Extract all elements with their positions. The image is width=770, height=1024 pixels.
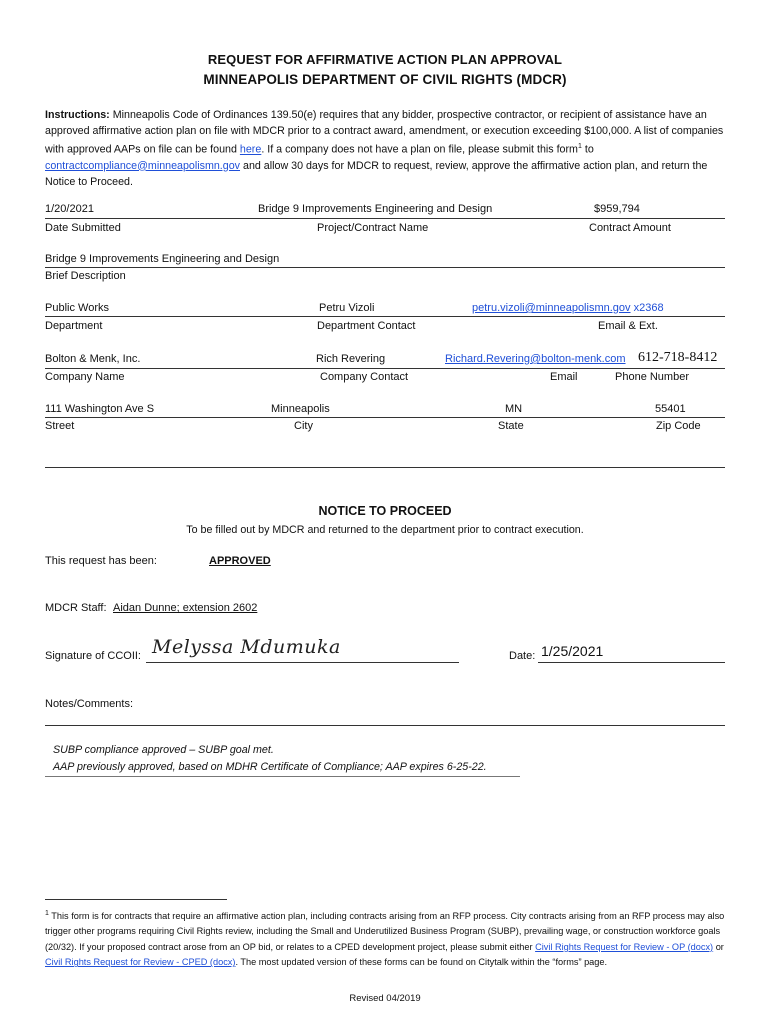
company-name-label: Company Name xyxy=(45,371,125,383)
op-review-link[interactable]: Civil Rights Request for Review - OP (docx) xyxy=(535,941,714,952)
company-email-label: Email xyxy=(550,371,578,383)
date-submitted-value: 1/20/2021 xyxy=(45,203,94,215)
date-submitted-label: Date Submitted xyxy=(45,222,121,234)
date-label: Date: xyxy=(509,650,536,662)
department-contact-label: Department Contact xyxy=(317,320,416,332)
divider-row3 xyxy=(45,316,725,317)
company-contact-label: Company Contact xyxy=(320,371,409,383)
footnote-text-3: . The most updated version of these forms can be found on Citytalk within the “forms” page. xyxy=(235,957,608,968)
divider-row2 xyxy=(45,267,725,268)
department-value: Public Works xyxy=(45,302,109,314)
footnote-text-2: or xyxy=(715,941,724,952)
city-label: City xyxy=(294,420,313,432)
company-email-link[interactable]: Richard.Revering@bolton-menk.com xyxy=(445,353,626,365)
note-line-1: SUBP compliance approved – SUBP goal met. xyxy=(53,744,274,756)
street-label: Street xyxy=(45,420,75,432)
notes-underline xyxy=(45,776,520,777)
notes-line xyxy=(45,725,725,726)
signature-label: Signature of CCOII: xyxy=(45,650,141,662)
street-value: 111 Washington Ave S xyxy=(45,403,155,415)
request-status-value: APPROVED xyxy=(209,555,271,567)
department-email-row xyxy=(472,302,664,314)
state-label: State xyxy=(498,420,524,432)
department-contact-value: Petru Vizoli xyxy=(319,302,375,314)
footnote-text: This form is for contracts that require an affirmative action plan, including contracts arising from an RFP process. City contracts arising from an RFP process may also trigger other programs requiring Civil Rights review, including the Small and Underutilized Business Program (SUBP), prevailing wage, or construction workforce goals (20/32). If your proposed contract arose from an OP bid, or relates to a CPED development project, please submit either xyxy=(45,911,725,952)
company-name-value: Bolton & Menk, Inc. xyxy=(45,353,141,365)
department-email-link[interactable]: petru.vizoli@minneapolismn.gov xyxy=(472,302,631,314)
state-value: MN xyxy=(505,403,523,415)
zip-label: Zip Code xyxy=(656,420,701,432)
mdcr-staff-value: Aidan Dunne; extension 2602 xyxy=(113,602,258,614)
footnote xyxy=(45,906,725,971)
instructions-text-2: . If a company does not have a plan on file, please submit this form xyxy=(261,143,578,156)
city-value: Minneapolis xyxy=(271,403,330,415)
footnote-separator xyxy=(45,899,227,900)
phone-value: 612-718-8412 xyxy=(638,350,718,365)
phone-label: Phone Number xyxy=(615,371,689,383)
instructions-text-4: and allow 30 days for MDCR to request, review, approve the affirmative action plan, and return the Notice to Proceed. xyxy=(45,159,708,188)
date-value: 1/25/2021 xyxy=(541,643,604,659)
contract-compliance-email-link[interactable]: contractcompliance@minneapolismn.gov xyxy=(45,159,241,172)
contract-amount-label: Contract Amount xyxy=(589,222,671,234)
cped-review-link[interactable]: Civil Rights Request for Review - CPED (docx) xyxy=(45,957,236,968)
divider-row5 xyxy=(45,417,725,418)
section-divider xyxy=(45,467,725,468)
instructions-paragraph xyxy=(45,107,725,190)
revision-date: Revised 04/2019 xyxy=(349,993,421,1004)
divider-row1 xyxy=(45,218,725,219)
footnote-ref: 1 xyxy=(577,143,582,150)
zip-value: 55401 xyxy=(655,403,686,415)
brief-description-value: Bridge 9 Improvements Engineering and Design xyxy=(45,253,280,265)
department-ext: x2368 xyxy=(633,302,664,314)
form-title: REQUEST FOR AFFIRMATIVE ACTION PLAN APPROVAL xyxy=(207,52,563,67)
project-name-value: Bridge 9 Improvements Engineering and Design xyxy=(258,203,493,215)
request-status-label: This request has been: xyxy=(45,555,157,567)
notice-title: NOTICE TO PROCEED xyxy=(318,504,452,518)
contract-amount-value: $959,794 xyxy=(594,203,640,215)
here-link[interactable]: here xyxy=(239,143,262,156)
brief-description-label: Brief Description xyxy=(45,270,126,282)
notice-subtitle: To be filled out by MDCR and returned to the department prior to contract execution. xyxy=(186,524,584,536)
email-ext-label: Email & Ext. xyxy=(598,320,658,332)
instructions-label: Instructions: xyxy=(45,109,110,121)
project-name-label: Project/Contract Name xyxy=(317,222,429,234)
instructions-text-3: to xyxy=(584,143,594,156)
note-line-2: AAP previously approved, based on MDHR Certificate of Compliance; AAP expires 6-25-22. xyxy=(53,761,487,773)
notes-label: Notes/Comments: xyxy=(45,698,134,710)
mdcr-staff-label: MDCR Staff: xyxy=(45,602,107,614)
divider-row4 xyxy=(45,368,725,369)
company-contact-value: Rich Revering xyxy=(316,353,386,365)
form-subtitle: MINNEAPOLIS DEPARTMENT OF CIVIL RIGHTS (MDCR) xyxy=(203,72,567,87)
signature-image: Melyssa Mdumuka xyxy=(152,636,341,658)
department-label: Department xyxy=(45,320,103,332)
footnote-mark: 1 xyxy=(45,910,49,917)
instructions-text: Minneapolis Code of Ordinances 139.50(e) requires that any bidder, prospective contractor, or recipient of assistance have an approved affirmative action plan on file with MDCR prior to a contract award, amendment, or execution exceeding $100,000. A list of companies with approved AAPs on file can be found xyxy=(45,109,724,156)
